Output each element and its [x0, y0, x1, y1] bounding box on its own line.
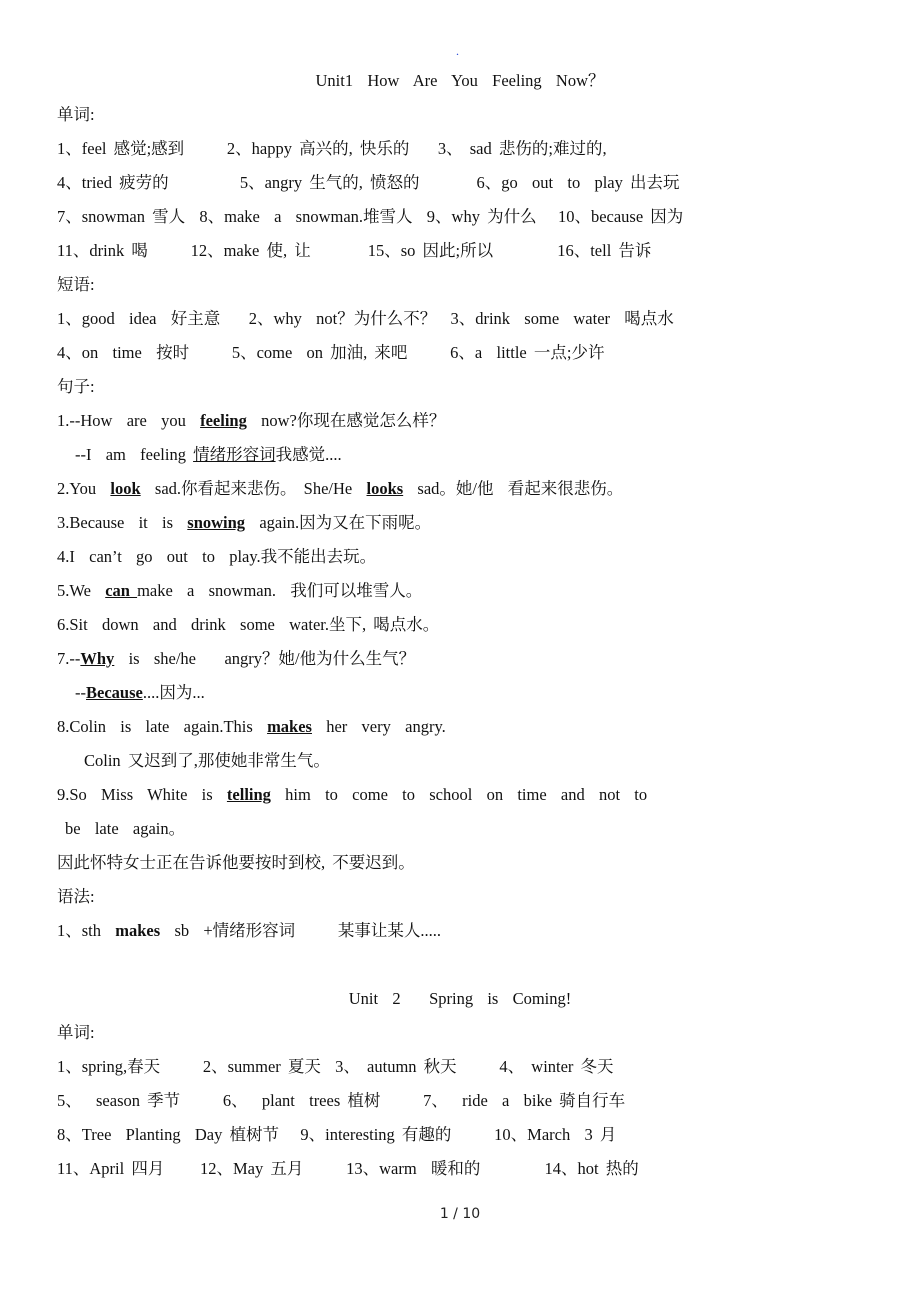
text-segment: 8、Tree Planting Day 植树节 9、interesting 有趣的 10、March 3 月	[57, 1125, 617, 1144]
text-line	[65, 819, 185, 839]
text-line	[75, 445, 342, 465]
text-segment: 1、spring,春天 2、summer 夏天 3、 autumn 秋天 4、 winter 冬天	[57, 1057, 614, 1076]
text-line	[57, 1057, 614, 1077]
text-segment: ....因为...	[142, 683, 205, 702]
text-segment: --I am feeling	[75, 445, 194, 464]
text-segment: 1、feel 感觉;感到 2、happy 高兴的, 快乐的 3、 sad 悲伤的;难过的,	[57, 139, 607, 158]
text-segment: is she/he angry？她/他为什么生气？	[114, 649, 416, 668]
text-line	[57, 1023, 95, 1043]
text-line	[57, 411, 445, 431]
text-segment: 句子:	[57, 377, 95, 396]
text-line	[84, 751, 330, 771]
text-segment: 1、good idea 好主意 2、why not？为什么不？ 3、drink some water 喝点水	[57, 309, 674, 328]
text-segment: 7.--	[57, 649, 81, 668]
underlined-keyword: makes	[267, 717, 312, 736]
underlined-keyword: Because	[86, 683, 143, 702]
text-line	[57, 547, 376, 567]
text-line	[57, 887, 95, 907]
text-segment: 2.You	[57, 479, 111, 498]
text-line	[57, 649, 415, 669]
underlined-keyword: 情绪形容词	[193, 445, 276, 464]
text-line	[57, 581, 422, 601]
section-title	[0, 71, 920, 91]
text-segment: again.因为又在下雨呢。	[245, 513, 432, 532]
text-line	[57, 615, 439, 635]
text-segment: 3.Because it is	[57, 513, 188, 532]
text-line	[57, 275, 95, 295]
text-segment: 4、tried 疲劳的 5、angry 生气的, 愤怒的 6、go out to play 出去玩	[57, 173, 680, 192]
text-line	[57, 173, 680, 193]
text-segment: 单词:	[57, 1023, 95, 1042]
text-segment: sb +情绪形容词 某事让某人.....	[160, 921, 442, 940]
text-segment: sad。她/他 看起来很悲伤。	[403, 479, 624, 498]
section-title	[0, 989, 920, 1009]
text-segment: 因此怀特女士正在告诉他要按时到校, 不要迟到。	[57, 853, 415, 872]
underlined-keyword: Why	[80, 649, 115, 668]
text-segment: 6.Sit down and drink some water.坐下, 喝点水。	[57, 615, 440, 634]
header-mark: .	[456, 44, 459, 58]
underlined-keyword: telling	[226, 785, 271, 804]
text-segment: 11、drink 喝 12、make 使, 让 15、so 因此;所以 16、tell 告诉	[57, 241, 652, 260]
page-number: 1 / 10	[439, 1206, 481, 1222]
underlined-keyword: can	[105, 581, 138, 600]
text-segment: 我感觉....	[275, 445, 342, 464]
text-segment: --	[75, 683, 86, 702]
text-line	[57, 139, 607, 159]
text-line	[57, 1091, 625, 1111]
text-segment: 5.We	[57, 581, 106, 600]
text-segment: 4.I can’t go out to play.我不能出去玩。	[57, 547, 377, 566]
text-line	[75, 683, 205, 703]
text-segment: her very angry.	[311, 717, 446, 736]
underlined-keyword: snowing	[187, 513, 246, 532]
text-line	[57, 479, 623, 499]
text-segment: be late again。	[65, 819, 186, 838]
text-line	[57, 105, 95, 125]
underlined-keyword: looks	[366, 479, 404, 498]
text-segment: 5、 season 季节 6、 plant trees 植树 7、 ride a bike 骑自行车	[57, 1091, 626, 1110]
text-segment: 1、sth	[57, 921, 116, 940]
text-segment: sad.你看起来悲伤。 She/He	[140, 479, 367, 498]
underlined-keyword: look	[110, 479, 141, 498]
text-line	[57, 207, 683, 227]
text-line	[57, 1125, 616, 1145]
text-line	[57, 241, 651, 261]
text-line	[57, 343, 604, 363]
text-segment: Colin 又迟到了,那使她非常生气。	[84, 751, 330, 770]
text-segment: him to come to school on time and not to	[270, 785, 648, 804]
text-line	[57, 309, 674, 329]
text-line	[57, 1159, 639, 1179]
underlined-keyword: feeling	[200, 411, 247, 430]
text-line	[57, 717, 446, 737]
text-line	[57, 853, 415, 873]
text-segment: now?你现在感觉怎么样？	[246, 411, 446, 430]
text-segment: Unit 2 Spring is Coming!	[348, 989, 572, 1008]
text-segment: Unit1 How Are You Feeling Now？	[315, 71, 605, 90]
text-segment: 8.Colin is late again.This	[57, 717, 268, 736]
text-segment: 9.So Miss White is	[57, 785, 227, 804]
text-segment: 语法:	[57, 887, 95, 906]
text-segment: make a snowman. 我们可以堆雪人。	[137, 581, 423, 600]
text-line	[57, 513, 431, 533]
bold-keyword: makes	[115, 921, 161, 940]
text-segment: 短语:	[57, 275, 95, 294]
text-line	[57, 921, 441, 941]
text-segment: 4、on time 按时 5、come on 加油, 来吧 6、a little 一点;少许	[57, 343, 605, 362]
text-line	[57, 377, 95, 397]
text-segment: 单词:	[57, 105, 95, 124]
text-segment: 7、snowman 雪人 8、make a snowman.堆雪人 9、why 为什么 10、because 因为	[57, 207, 684, 226]
text-line	[57, 785, 647, 805]
text-segment: 11、April 四月 12、May 五月 13、warm 暖和的 14、hot 热的	[57, 1159, 639, 1178]
text-segment: 1.--How are you	[57, 411, 201, 430]
